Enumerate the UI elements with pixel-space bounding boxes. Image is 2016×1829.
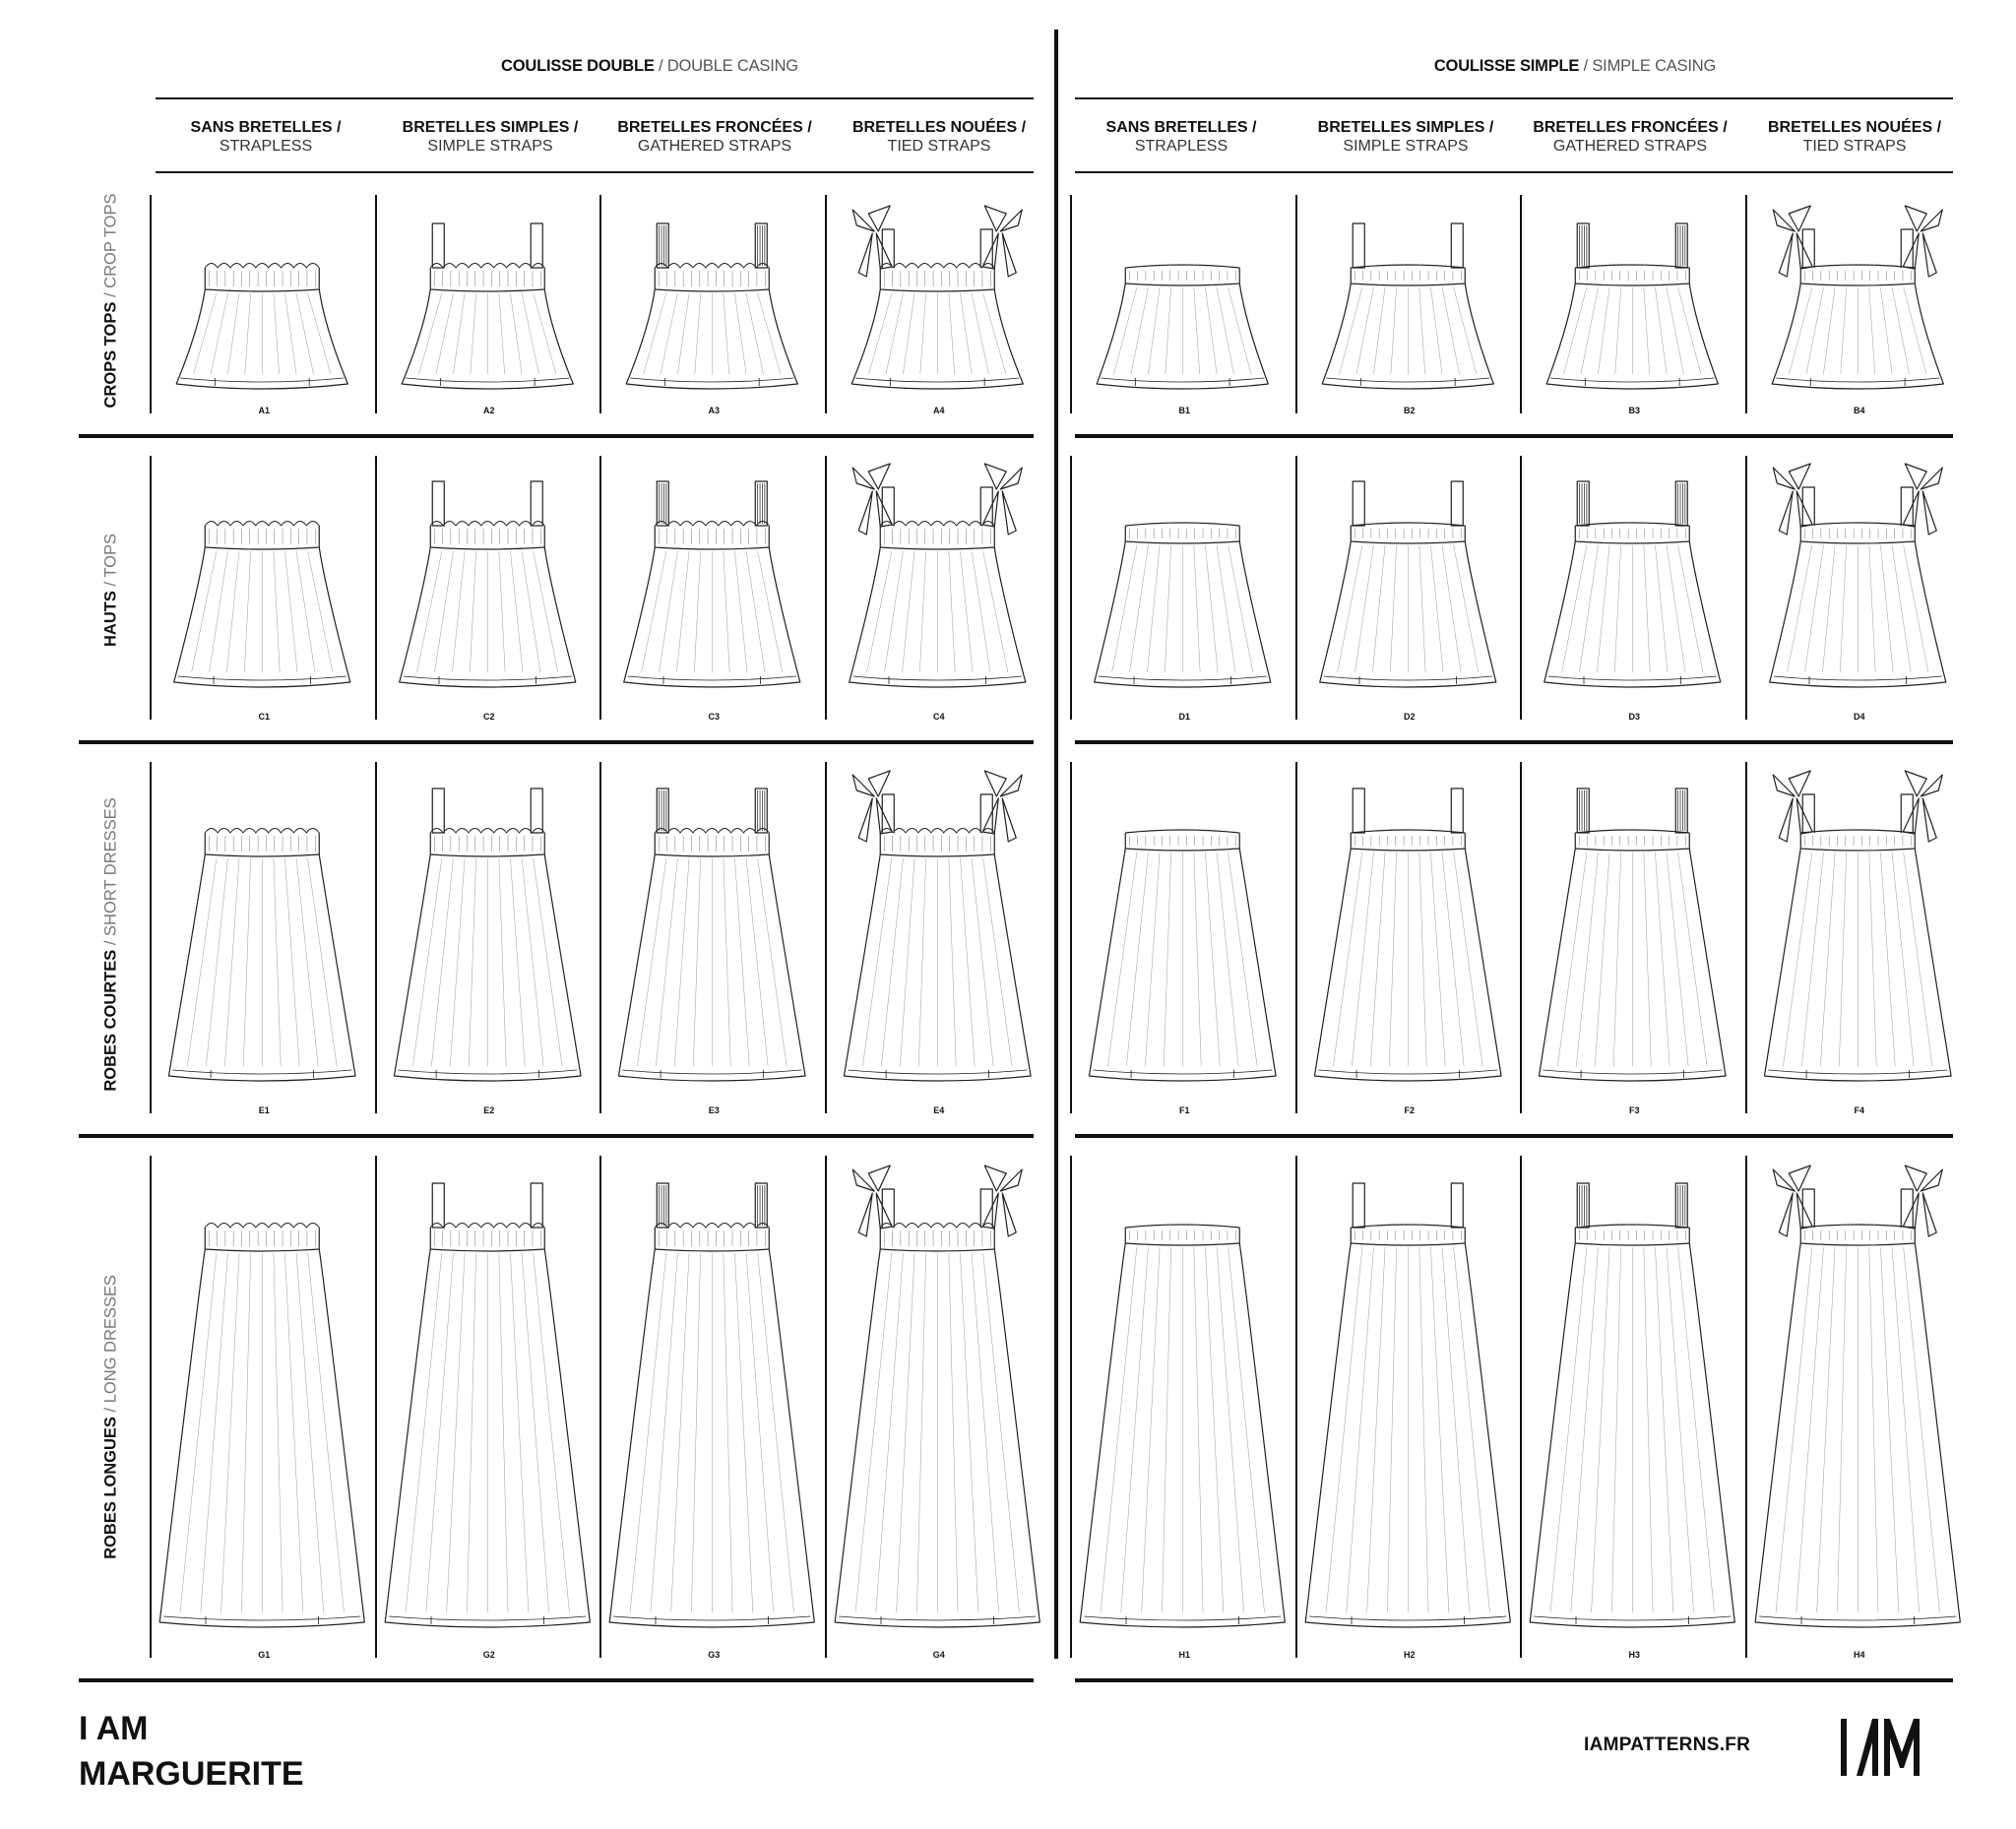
variant-code: B3	[1628, 406, 1640, 415]
garment-outline	[1319, 481, 1495, 687]
variant-code: A4	[932, 406, 945, 415]
website-link[interactable]: IAMPATTERNS.FR	[1584, 1734, 1751, 1755]
row-separator	[1075, 740, 1953, 744]
garment-outline	[159, 1224, 364, 1628]
group-header-rule-left	[156, 97, 1034, 99]
row-separator	[1075, 1678, 1953, 1682]
variant-code: F2	[1404, 1105, 1415, 1115]
row-label-long-dresses: ROBES LONGUES / LONG DRESSES	[101, 1275, 120, 1559]
garment-outline	[402, 223, 573, 389]
garment-illustration	[1747, 1156, 1973, 1658]
garment-illustration	[827, 1156, 1052, 1658]
garment-outline	[1089, 830, 1276, 1081]
garment-illustration	[601, 1156, 827, 1658]
garment-illustration	[377, 762, 602, 1113]
brand-name	[79, 1706, 304, 1797]
garment-illustration	[827, 456, 1052, 720]
garment-illustration	[1072, 456, 1297, 720]
garment-illustration	[1522, 762, 1747, 1113]
garment-illustration	[601, 195, 827, 413]
garment-outline	[1080, 1225, 1285, 1627]
garment-outline	[1546, 223, 1718, 389]
garment-outline	[1314, 788, 1501, 1081]
garment-outline	[385, 1183, 590, 1627]
variant-code: F3	[1628, 1105, 1640, 1115]
row-separator	[79, 1134, 1034, 1138]
garment-outline	[174, 522, 350, 688]
variant-code: G1	[258, 1650, 271, 1660]
group-title-fr: COULISSE DOUBLE	[501, 57, 655, 75]
garment-illustration	[1297, 762, 1523, 1113]
garment-illustration	[377, 1156, 602, 1658]
row-separator	[79, 1678, 1034, 1682]
garment-illustration	[152, 456, 377, 720]
garment-illustration	[1072, 762, 1297, 1113]
garment-illustration	[1747, 456, 1973, 720]
variant-code: D2	[1403, 712, 1416, 722]
garment-illustration	[1297, 195, 1523, 413]
column-header-simple-straps: BRETELLES SIMPLES / SIMPLE STRAPS	[402, 119, 579, 155]
variant-code: F4	[1854, 1105, 1864, 1115]
variant-code: D3	[1628, 712, 1640, 722]
group-header-simple-casing	[1319, 57, 1831, 76]
row-label-short-dresses: ROBES COURTES / SHORT DRESSES	[101, 797, 120, 1092]
garment-outline	[1544, 481, 1721, 687]
garment-illustration	[152, 195, 377, 413]
garment-illustration	[377, 195, 602, 413]
garment-outline	[1530, 1183, 1734, 1627]
garment-outline	[851, 206, 1023, 389]
garment-outline	[1322, 223, 1493, 389]
variant-code: B2	[1403, 406, 1416, 415]
iam-logo	[1839, 1713, 1947, 1782]
garment-outline	[626, 223, 797, 389]
garment-outline	[618, 788, 805, 1081]
garment-outline	[394, 788, 581, 1081]
garment-illustration	[1297, 456, 1523, 720]
garment-outline	[176, 264, 347, 390]
brand-line-1: I AM	[79, 1710, 149, 1747]
garment-outline	[1097, 265, 1268, 389]
column-header-rule-right	[1075, 171, 1953, 173]
row-separator	[79, 740, 1034, 744]
garment-outline	[1755, 1166, 1960, 1627]
garment-outline	[849, 464, 1025, 687]
group-header-rule-right	[1075, 97, 1953, 99]
garment-illustration	[1522, 195, 1747, 413]
column-header-gathered-straps: BRETELLES FRONCÉES / GATHERED STRAPS	[617, 119, 812, 155]
variant-code: E2	[483, 1105, 495, 1115]
garment-outline	[399, 481, 575, 687]
variant-code: G3	[708, 1650, 721, 1660]
variant-code: C4	[932, 712, 945, 722]
garment-outline	[1769, 464, 1945, 687]
variant-code: C3	[708, 712, 720, 722]
garment-illustration	[827, 195, 1052, 413]
center-divider	[1054, 30, 1058, 1659]
column-header-tied-straps: BRETELLES NOUÉES / TIED STRAPS	[1767, 119, 1942, 155]
column-header-strapless: SANS BRETELLES / STRAPLESS	[190, 119, 342, 155]
group-title-en: / DOUBLE CASING	[659, 57, 798, 75]
garment-illustration	[827, 762, 1052, 1113]
variant-code: E1	[258, 1105, 270, 1115]
variant-code: E3	[708, 1105, 720, 1115]
variant-code: A3	[708, 406, 720, 415]
garment-outline	[835, 1166, 1040, 1627]
brand-line-2: MARGUERITE	[79, 1755, 304, 1793]
variant-code: H3	[1628, 1650, 1640, 1660]
garment-illustration	[1747, 195, 1973, 413]
group-header-double-casing	[394, 57, 906, 76]
garment-illustration	[377, 456, 602, 720]
variant-code: H4	[1853, 1650, 1865, 1660]
variant-code: A2	[482, 406, 495, 415]
garment-illustration	[1297, 1156, 1523, 1658]
garment-illustration	[152, 762, 377, 1113]
group-title-en: / SIMPLE CASING	[1583, 57, 1717, 75]
garment-illustration	[1072, 195, 1297, 413]
garment-illustration	[1522, 456, 1747, 720]
garment-outline	[1095, 523, 1271, 687]
variant-code: F1	[1178, 1105, 1190, 1115]
variant-code: G2	[482, 1650, 495, 1660]
variant-code: B4	[1853, 406, 1865, 415]
variant-code: C2	[482, 712, 495, 722]
variant-code: E4	[933, 1105, 945, 1115]
variant-code: D1	[1178, 712, 1190, 722]
variant-code: G4	[932, 1650, 945, 1660]
column-header-strapless: SANS BRETELLES / STRAPLESS	[1105, 119, 1257, 155]
variant-code: D4	[1853, 712, 1865, 722]
garment-illustration	[1072, 1156, 1297, 1658]
garment-illustration	[152, 1156, 377, 1658]
row-separator	[79, 434, 1034, 438]
garment-illustration	[1747, 762, 1973, 1113]
garment-illustration	[601, 762, 827, 1113]
group-title-fr: COULISSE SIMPLE	[1433, 57, 1580, 75]
garment-outline	[844, 771, 1031, 1081]
row-separator	[1075, 434, 1953, 438]
garment-outline	[624, 481, 800, 687]
variant-code: B1	[1178, 406, 1190, 415]
garment-outline	[1539, 788, 1726, 1081]
column-header-rule-left	[156, 171, 1034, 173]
variant-code: H1	[1178, 1650, 1190, 1660]
column-header-tied-straps: BRETELLES NOUÉES / TIED STRAPS	[851, 119, 1027, 155]
garment-outline	[1305, 1183, 1510, 1627]
column-header-simple-straps: BRETELLES SIMPLES / SIMPLE STRAPS	[1317, 119, 1494, 155]
garment-illustration	[1522, 1156, 1747, 1658]
variant-code: C1	[258, 712, 270, 722]
garment-outline	[1764, 771, 1951, 1081]
row-label-tops: HAUTS / TOPS	[101, 534, 120, 647]
row-separator	[1075, 1134, 1953, 1138]
garment-outline	[609, 1183, 814, 1627]
variant-code: H2	[1403, 1650, 1416, 1660]
garment-outline	[1772, 206, 1943, 389]
column-header-gathered-straps: BRETELLES FRONCÉES / GATHERED STRAPS	[1533, 119, 1728, 155]
row-label-crop-tops: CROPS TOPS / CROP TOPS	[101, 193, 120, 409]
garment-outline	[168, 829, 355, 1082]
garment-illustration	[601, 456, 827, 720]
variant-code: A1	[258, 406, 270, 415]
